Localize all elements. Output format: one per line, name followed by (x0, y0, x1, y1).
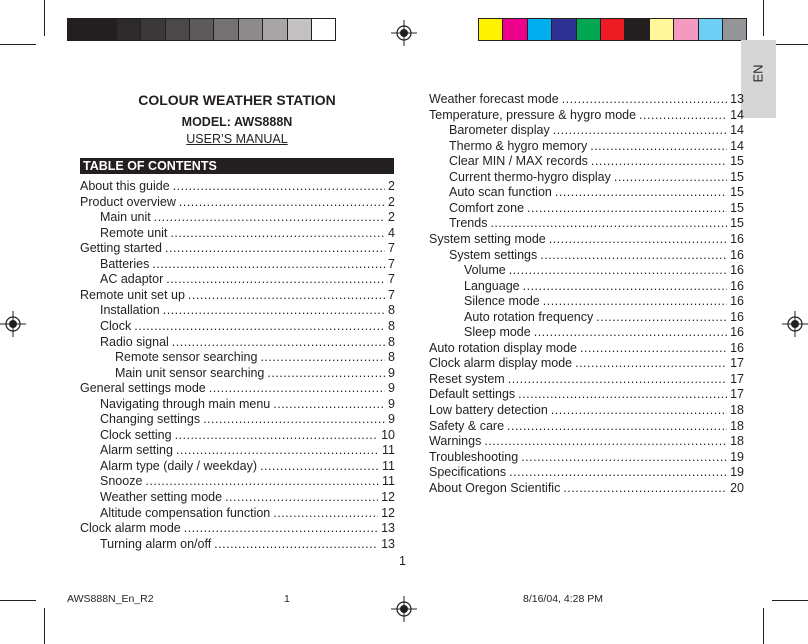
toc-entry[interactable] (429, 434, 744, 450)
toc-entry-page: 18 (730, 403, 744, 417)
toc-entry[interactable] (100, 537, 395, 553)
toc-entry-page: 17 (730, 371, 744, 386)
toc-entry[interactable] (449, 201, 744, 217)
toc-entry-label: Trends (449, 216, 488, 231)
toc-entry-label: Main unit (100, 210, 151, 225)
toc-entry[interactable] (100, 397, 395, 413)
crop-mark (772, 600, 808, 601)
color-swatch (165, 18, 190, 41)
toc-entry[interactable] (80, 241, 395, 257)
toc-leader-dots (523, 279, 727, 295)
toc-entry-page: 20 (730, 480, 744, 495)
toc-entry-label: Reset system (429, 371, 505, 386)
toc-entry[interactable] (464, 294, 744, 310)
toc-entry[interactable] (429, 481, 744, 497)
color-swatch (213, 18, 238, 41)
toc-entry-page: 8 (388, 318, 395, 333)
toc-entry-label: General settings mode (80, 381, 206, 396)
toc-leader-dots (590, 139, 727, 155)
toc-entry-page: 16 (730, 340, 744, 355)
color-swatch (262, 18, 287, 41)
toc-entry-label: Temperature, pressure & hygro mode (429, 107, 637, 122)
toc-entry-label: Turning alarm on/off (100, 536, 212, 551)
toc-entry[interactable] (100, 210, 395, 226)
toc-leader-dots (225, 490, 378, 506)
toc-leader-dots (508, 372, 727, 388)
toc-entry-label: Main unit sensor searching (115, 365, 265, 380)
toc-entry-label: Clear MIN / MAX records (449, 154, 588, 169)
color-swatch (478, 18, 503, 41)
color-swatch (624, 18, 649, 41)
toc-entry[interactable] (100, 335, 395, 351)
toc-leader-dots (170, 226, 385, 242)
toc-entry-page: 2 (388, 179, 395, 193)
toc-entry-page: 16 (730, 325, 744, 340)
toc-entry[interactable] (464, 263, 744, 279)
toc-leader-dots (209, 381, 385, 397)
color-swatch (722, 18, 747, 41)
toc-entry[interactable] (100, 506, 395, 522)
toc-entry-page: 15 (730, 200, 744, 215)
crop-mark (0, 600, 36, 601)
toc-entry[interactable] (429, 341, 744, 357)
toc-leader-dots (534, 325, 727, 341)
toc-entry[interactable] (429, 92, 744, 108)
toc-leader-dots (188, 288, 385, 304)
toc-entry[interactable] (100, 319, 395, 335)
toc-entry-label: Getting started (80, 241, 162, 256)
toc-entry-page: 15 (730, 185, 744, 200)
toc-entry-page: 16 (730, 309, 744, 324)
color-swatch (238, 18, 263, 41)
toc-entry-page: 11 (382, 474, 395, 489)
toc-entry-page: 19 (730, 449, 744, 464)
toc-leader-dots (163, 303, 385, 319)
toc-entry-label: Changing settings (100, 412, 201, 427)
toc-entry-page: 12 (381, 490, 395, 504)
registration-mark-icon (0, 311, 26, 337)
toc-leader-dots (166, 272, 385, 288)
toc-leader-dots (145, 474, 379, 490)
color-swatch (140, 18, 165, 41)
toc-leader-dots (152, 257, 385, 273)
toc-leader-dots (267, 366, 385, 382)
toc-entry-label: Weather forecast mode (429, 92, 559, 106)
toc-entry-label: Snooze (100, 474, 143, 489)
toc-entry-page: 8 (388, 303, 395, 318)
toc-leader-dots (509, 465, 727, 481)
toc-leader-dots (553, 123, 727, 139)
toc-entry-label: Auto scan function (449, 185, 552, 200)
toc-leader-dots (273, 506, 378, 522)
color-swatch (311, 18, 336, 41)
toc-entry-page: 14 (730, 138, 744, 153)
toc-entry-page: 4 (388, 225, 395, 240)
toc-leader-dots (509, 263, 727, 279)
page-number: 1 (399, 554, 406, 568)
toc-entry[interactable] (449, 248, 744, 264)
toc-entry-label: Clock (100, 318, 132, 333)
toc-entry-page: 18 (730, 418, 744, 433)
toc-leader-dots (179, 195, 385, 211)
toc-entry-page: 15 (730, 216, 744, 231)
toc-entry-page: 2 (388, 194, 395, 209)
toc-leader-dots (260, 350, 385, 366)
color-swatch (600, 18, 625, 41)
toc-entry-label: About Oregon Scientific (429, 480, 561, 495)
toc-entry[interactable] (80, 288, 395, 304)
language-tab-label: EN (750, 64, 766, 83)
color-swatch (189, 18, 214, 41)
toc-heading: TABLE OF CONTENTS (80, 158, 394, 174)
toc-entry-page: 9 (388, 381, 395, 396)
toc-leader-dots (563, 481, 727, 497)
toc-entry-label: Auto rotation display mode (429, 340, 578, 355)
toc-leader-dots (518, 387, 727, 403)
color-swatch (673, 18, 698, 41)
toc-entry-label: Clock alarm mode (80, 521, 181, 536)
crop-mark (763, 608, 764, 644)
toc-entry[interactable] (80, 521, 395, 537)
toc-leader-dots (184, 521, 378, 537)
toc-entry[interactable] (100, 443, 395, 459)
toc-entry-page: 13 (730, 92, 744, 106)
toc-entry[interactable] (429, 387, 744, 403)
toc-leader-dots (596, 310, 727, 326)
manual-subtitle: USER’S MANUAL (186, 132, 288, 146)
toc-entry[interactable] (115, 366, 395, 382)
toc-entry-page: 16 (730, 278, 744, 293)
toc-entry[interactable] (429, 232, 744, 248)
toc-entry[interactable] (449, 139, 744, 155)
toc-entry-label: AC adaptor (100, 272, 164, 287)
toc-entry-label: Default settings (429, 387, 516, 402)
toc-entry-page: 16 (730, 247, 744, 262)
toc-leader-dots (203, 412, 385, 428)
toc-entry-label: Safety & care (429, 418, 505, 433)
color-swatch (287, 18, 312, 41)
crop-mark (0, 44, 36, 45)
toc-entry[interactable] (464, 325, 744, 341)
toc-leader-dots (580, 341, 727, 357)
toc-entry[interactable] (100, 303, 395, 319)
toc-entry[interactable] (80, 381, 395, 397)
toc-entry-page: 17 (730, 356, 744, 371)
toc-entry-label: Batteries (100, 256, 150, 271)
footer-filename: AWS888N_En_R2 (67, 593, 154, 605)
toc-entry[interactable] (80, 179, 395, 195)
toc-entry[interactable] (100, 226, 395, 242)
toc-entry-page: 8 (388, 334, 395, 349)
toc-entry-label: System setting mode (429, 231, 546, 246)
toc-entry[interactable] (429, 465, 744, 481)
color-swatch (576, 18, 601, 41)
toc-entry[interactable] (100, 412, 395, 428)
toc-leader-dots (575, 356, 727, 372)
toc-entry-label: Remote unit set up (80, 287, 185, 302)
toc-entry-label: Radio signal (100, 334, 169, 349)
toc-entry[interactable] (100, 428, 395, 444)
toc-entry-page: 10 (381, 427, 395, 442)
toc-entry-label: Silence mode (464, 294, 540, 309)
toc-entry-label: Specifications (429, 465, 507, 480)
toc-entry-page: 16 (730, 263, 744, 278)
toc-leader-dots (260, 459, 379, 475)
toc-entry-label: Sleep mode (464, 325, 531, 340)
footer-page: 1 (284, 593, 290, 605)
toc-leader-dots (176, 443, 379, 459)
toc-leader-dots (521, 450, 727, 466)
registration-mark-icon (391, 596, 417, 622)
crop-mark (44, 608, 45, 644)
toc-entry-label: Warnings (429, 434, 482, 449)
toc-entry[interactable] (100, 272, 395, 288)
toc-entry-page: 9 (388, 396, 395, 411)
crop-mark (44, 0, 45, 36)
toc-entry-page: 7 (388, 241, 395, 256)
document-title: COLOUR WEATHER STATION (138, 92, 336, 108)
toc-leader-dots (549, 232, 727, 248)
color-swatch (91, 18, 116, 41)
toc-leader-dots (490, 216, 727, 232)
toc-entry-page: 9 (388, 412, 395, 427)
toc-entry-label: Low battery detection (429, 403, 548, 417)
registration-mark-icon (391, 20, 417, 46)
toc-entry-label: Current thermo-hygro display (449, 169, 611, 184)
color-swatch (551, 18, 576, 41)
toc-entry-page: 7 (388, 272, 395, 287)
toc-leader-dots (614, 170, 727, 186)
model-name: MODEL: AWS888N (181, 115, 293, 129)
toc-entry-page: 9 (388, 365, 395, 380)
toc-leader-dots (639, 108, 727, 124)
footer-timestamp: 8/16/04, 4:28 PM (523, 593, 603, 605)
crop-mark (763, 0, 764, 36)
toc-entry-page: 18 (730, 434, 744, 449)
toc-entry[interactable] (449, 185, 744, 201)
toc-entry-label: Alarm type (daily / weekday) (100, 458, 258, 473)
toc-entry-page: 12 (381, 505, 395, 520)
toc-entry-label: Volume (464, 263, 506, 278)
toc-entry-page: 16 (730, 231, 744, 246)
toc-entry[interactable] (449, 154, 744, 170)
toc-entry-label: System settings (449, 247, 538, 262)
toc-entry-label: Comfort zone (449, 200, 525, 215)
toc-entry[interactable] (100, 490, 395, 506)
toc-entry-label: Remote unit (100, 225, 168, 240)
toc-entry-label: Language (464, 278, 520, 293)
toc-entry-label: Troubleshooting (429, 449, 519, 464)
toc-entry[interactable] (449, 216, 744, 232)
toc-entry-label: Alarm setting (100, 443, 173, 458)
toc-leader-dots (507, 419, 727, 435)
toc-entry-label: Weather setting mode (100, 490, 223, 504)
toc-leader-dots (172, 335, 385, 351)
toc-entry-page: 13 (381, 536, 395, 551)
toc-entry[interactable] (80, 195, 395, 211)
toc-leader-dots (484, 434, 727, 450)
toc-leader-dots (214, 537, 378, 553)
toc-entry-label: About this guide (80, 179, 170, 193)
toc-entry[interactable] (429, 372, 744, 388)
toc-entry-page: 8 (388, 350, 395, 365)
toc-leader-dots (543, 294, 727, 310)
toc-entry-page: 15 (730, 169, 744, 184)
color-swatch (502, 18, 527, 41)
toc-entry-page: 17 (730, 387, 744, 402)
toc-entry-page: 15 (730, 154, 744, 169)
toc-leader-dots (173, 179, 385, 195)
toc-leader-dots (273, 397, 385, 413)
toc-entry-page: 7 (388, 287, 395, 302)
toc-entry[interactable] (429, 356, 744, 372)
toc-leader-dots (154, 210, 385, 226)
color-swatch (698, 18, 723, 41)
toc-leader-dots (134, 319, 385, 335)
toc-entry-label: Clock setting (100, 427, 172, 442)
toc-leader-dots (551, 403, 727, 419)
toc-entry-label: Thermo & hygro memory (449, 138, 588, 153)
crop-mark (772, 44, 808, 45)
toc-entry[interactable] (100, 257, 395, 273)
toc-entry-page: 14 (730, 107, 744, 122)
toc-entry[interactable] (449, 123, 744, 139)
toc-entry-page: 16 (730, 294, 744, 309)
toc-leader-dots (555, 185, 727, 201)
toc-leader-dots (540, 248, 727, 264)
color-swatch (116, 18, 141, 41)
toc-entry-label: Barometer display (449, 123, 550, 138)
toc-leader-dots (527, 201, 727, 217)
toc-entry[interactable] (429, 108, 744, 124)
color-swatch (527, 18, 552, 41)
toc-leader-dots (165, 241, 385, 257)
toc-entry[interactable] (429, 419, 744, 435)
toc-entry-page: 11 (382, 458, 395, 473)
toc-entry[interactable] (100, 474, 395, 490)
toc-entry[interactable] (464, 310, 744, 326)
toc-entry-page: 14 (730, 123, 744, 138)
toc-entry-label: Remote sensor searching (115, 350, 258, 365)
toc-leader-dots (175, 428, 379, 444)
toc-entry-page: 19 (730, 465, 744, 480)
toc-entry[interactable] (115, 350, 395, 366)
color-swatch (67, 18, 92, 41)
toc-entry[interactable] (464, 279, 744, 295)
toc-entry[interactable] (100, 459, 395, 475)
toc-leader-dots (562, 92, 727, 108)
toc-leader-dots (591, 154, 727, 170)
toc-entry[interactable] (429, 450, 744, 466)
color-swatch (649, 18, 674, 41)
toc-entry-label: Clock alarm display mode (429, 356, 573, 371)
toc-entry-label: Auto rotation frequency (464, 309, 594, 324)
toc-entry-label: Altitude compensation function (100, 505, 271, 520)
toc-entry-label: Navigating through main menu (100, 396, 271, 411)
toc-entry-page: 13 (381, 521, 395, 536)
toc-entry-label: Installation (100, 303, 160, 318)
toc-entry-page: 11 (382, 443, 395, 458)
toc-entry[interactable] (429, 403, 744, 419)
toc-entry-page: 7 (388, 256, 395, 271)
registration-mark-icon (782, 311, 808, 337)
toc-entry-page: 2 (388, 210, 395, 225)
toc-entry[interactable] (449, 170, 744, 186)
toc-entry-label: Product overview (80, 194, 176, 209)
